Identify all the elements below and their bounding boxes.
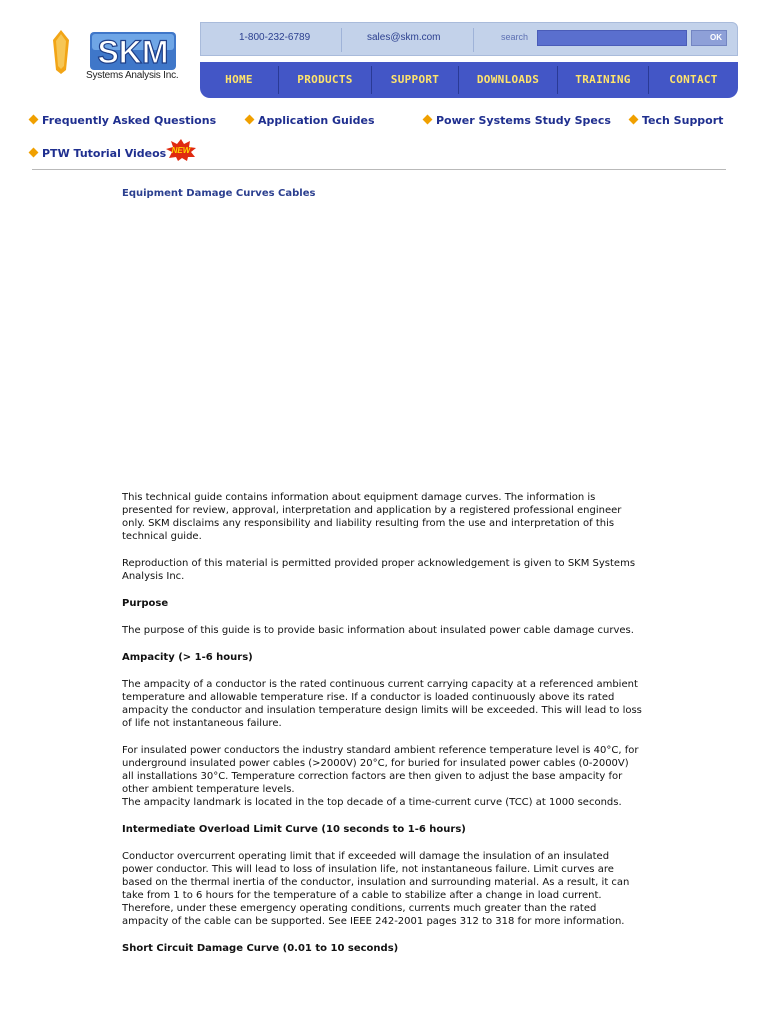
bullet-diamond-icon xyxy=(29,148,39,158)
landmark-paragraph: The ampacity landmark is located in the top decade of a time-current curve (TCC) at 1000 seconds. xyxy=(122,797,622,808)
nav-contact[interactable]: CONTACT xyxy=(669,73,718,86)
intro-paragraph: This technical guide contains information about equipment damage curves. The information is presented for review, approval, interpretation and application by a registered professional engineer only. SKM disclaims any responsibility and liability resulting from the use and interpretation of this technical guide. xyxy=(122,492,622,542)
contact-search-bar xyxy=(200,22,738,56)
link-tech-support[interactable]: Tech Support xyxy=(630,114,723,127)
section-heading-intermediate: Intermediate Overload Limit Curve (10 seconds to 1-6 hours) xyxy=(122,824,466,835)
nav-support[interactable]: SUPPORT xyxy=(390,73,440,86)
divider xyxy=(341,28,342,52)
ampacity-paragraph: The ampacity of a conductor is the rated continuous current carrying capacity at a referenced ambient temperature and allowable temperature rise. If a conductor is loaded continuously above its rated ampacity the conductor and insulation temperature design limits will be exceeded. This will lead to loss of life not instantaneous failure. xyxy=(122,679,642,729)
bullet-diamond-icon xyxy=(629,115,639,125)
skm-wordmark xyxy=(90,32,176,70)
flame-icon xyxy=(52,30,70,74)
link-ptw-tutorial-videos[interactable]: PTW Tutorial Videos xyxy=(30,147,166,160)
ambient-paragraph: For insulated power conductors the industry standard ambient reference temperature level is 40°C, for underground insulated power cables (>2000V) 20°C, for buried for insulated power cables (0-2000V) all installations 30°C. Temperature correction factors are then given to adjust the base ampacity for other ambient temperature levels. xyxy=(122,745,639,795)
svg-text:NEW: NEW xyxy=(171,146,191,155)
intermediate-paragraph: Conductor overcurrent operating limit that if exceeded will damage the insulation of an insulated power conductor. This will lead to loss of insulation life, not instantaneous failure. Limit curves are based on the thermal inertia of the conductor, insulation and surrounding material. As a result, it can take from 1 to 6 hours for the temperature of a cable to stabilize after a change in load current. Therefore, under these emergency operating conditions, currents much greater than the rated ampacity of the cable can be supported. See IEEE 242-2001 pages 312 to 318 for more information. xyxy=(122,851,630,927)
search-ok-button[interactable]: OK xyxy=(691,30,727,46)
main-nav xyxy=(200,62,738,98)
section-heading-short-circuit: Short Circuit Damage Curve (0.01 to 10 seconds) xyxy=(122,943,399,954)
purpose-paragraph: The purpose of this guide is to provide basic information about insulated power cable damage curves. xyxy=(122,625,634,636)
search-input[interactable] xyxy=(537,30,687,46)
company-tagline: Systems Analysis Inc. xyxy=(86,70,179,81)
email-link[interactable]: sales@skm.com xyxy=(367,32,441,43)
new-badge-icon xyxy=(166,139,196,161)
section-heading-ampacity: Ampacity (> 1-6 hours) xyxy=(122,652,253,663)
divider xyxy=(473,28,474,52)
bullet-diamond-icon xyxy=(29,115,39,125)
nav-products[interactable]: PRODUCTS xyxy=(297,73,353,86)
link-faq[interactable]: Frequently Asked Questions xyxy=(30,114,216,127)
bullet-diamond-icon xyxy=(245,115,255,125)
reproduction-paragraph: Reproduction of this material is permitted provided proper acknowledgement is given to SKM Systems Analysis Inc. xyxy=(122,558,636,582)
link-application-guides[interactable]: Application Guides xyxy=(246,114,375,127)
link-study-specs[interactable]: Power Systems Study Specs xyxy=(424,114,611,127)
skm-logo[interactable] xyxy=(50,28,180,88)
nav-training[interactable]: TRAINING xyxy=(575,73,631,86)
section-heading-purpose: Purpose xyxy=(122,598,169,609)
svg-text:SKM: SKM xyxy=(97,34,169,70)
divider-line xyxy=(32,169,726,170)
phone-number[interactable]: 1-800-232-6789 xyxy=(239,32,311,43)
nav-downloads[interactable]: DOWNLOADS xyxy=(476,73,540,86)
nav-home[interactable]: HOME xyxy=(225,73,253,86)
bullet-diamond-icon xyxy=(423,115,433,125)
article-body xyxy=(122,491,642,969)
page-title: Equipment Damage Curves Cables xyxy=(122,188,316,199)
search-label: search xyxy=(501,32,529,42)
